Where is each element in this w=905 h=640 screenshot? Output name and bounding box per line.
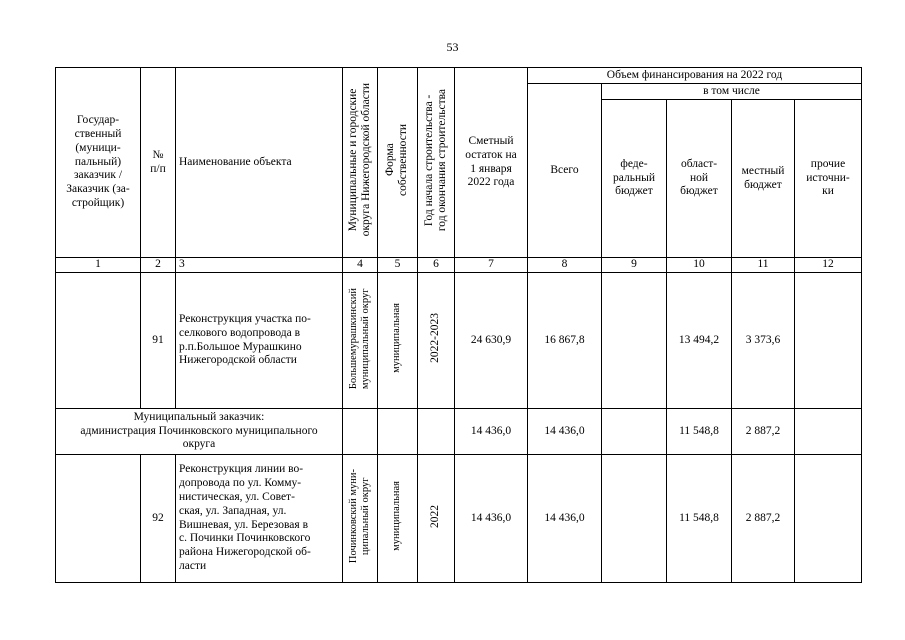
row-municipality-text: Починковский муни- ципальный округ <box>347 469 371 564</box>
column-number: 12 <box>795 258 862 273</box>
column-number: 4 <box>343 258 378 273</box>
page-number: 53 <box>446 40 459 54</box>
customer-federal <box>602 409 667 455</box>
header-years-text: Год начала строительства - год окончания строительства <box>422 89 448 232</box>
header-local: местный бюджет <box>732 100 795 258</box>
customer-regional: 11 548,8 <box>667 409 732 455</box>
row-ownership <box>378 273 418 409</box>
row-years-text: 2022 <box>429 504 442 528</box>
header-number: № п/п <box>141 68 176 258</box>
table-row <box>56 455 862 583</box>
row-federal <box>602 455 667 583</box>
row-other <box>795 455 862 583</box>
header-financing: Объем финансирования на 2022 год <box>528 68 862 84</box>
header-other: прочие источни- ки <box>795 100 862 258</box>
column-number: 6 <box>418 258 455 273</box>
row-balance: 14 436,0 <box>455 455 528 583</box>
header-estimated-balance: Сметный остаток на 1 января 2022 года <box>455 68 528 258</box>
row-municipality-text: Большемурашкинский муниципальный округ <box>347 287 371 389</box>
row-years <box>418 273 455 409</box>
column-number: 9 <box>602 258 667 273</box>
header-total: Всего <box>528 84 602 258</box>
column-number: 2 <box>141 258 176 273</box>
customer-total: 14 436,0 <box>528 409 602 455</box>
row-local: 3 373,6 <box>732 273 795 409</box>
row-number: 91 <box>141 273 176 409</box>
row-years <box>418 455 455 583</box>
financing-table <box>55 67 862 583</box>
row-other <box>795 273 862 409</box>
header-years <box>418 68 455 258</box>
row-number: 92 <box>141 455 176 583</box>
header-municipalities <box>343 68 378 258</box>
row-total: 16 867,8 <box>528 273 602 409</box>
row-balance: 24 630,9 <box>455 273 528 409</box>
customer-empty-cell <box>343 409 378 455</box>
header-customer: Государ- ственный (муници- пальный) заказчик / Заказчик (за- стройщик) <box>56 68 141 258</box>
column-number: 7 <box>455 258 528 273</box>
customer-empty-cell <box>378 409 418 455</box>
customer-empty-cell <box>418 409 455 455</box>
row-federal <box>602 273 667 409</box>
row-object-name: Реконструкция участка по- селкового водопровода в р.п.Большое Мурашкино Нижегородской области <box>176 273 343 409</box>
row-object-name: Реконструкция линии во- допровода по ул. Комму- нистическая, ул. Совет- ская, ул. Западная, ул. Вишневая, ул. Березовая в с. Починки Починковского района Нижегородской об- ласти <box>176 455 343 583</box>
column-number: 10 <box>667 258 732 273</box>
column-number: 3 <box>176 258 343 273</box>
customer-other <box>795 409 862 455</box>
customer-balance: 14 436,0 <box>455 409 528 455</box>
header-municipalities-text: Муниципальные и городские округа Нижегородской области <box>346 83 372 237</box>
column-numbers-row <box>56 258 862 273</box>
customer-label: Муниципальный заказчик: администрация Починковского муниципального округа <box>56 409 343 455</box>
header-federal: феде- ральный бюджет <box>602 100 667 258</box>
column-number: 8 <box>528 258 602 273</box>
row-regional: 11 548,8 <box>667 455 732 583</box>
header-row-1 <box>56 68 862 84</box>
row-municipality <box>343 273 378 409</box>
row-regional: 13 494,2 <box>667 273 732 409</box>
header-ownership-text: Форма собственности <box>384 124 410 197</box>
table-row <box>56 273 862 409</box>
row-ownership-text: муниципальная <box>391 481 403 552</box>
row-municipality <box>343 455 378 583</box>
column-number: 11 <box>732 258 795 273</box>
header-regional: област- ной бюджет <box>667 100 732 258</box>
column-number: 5 <box>378 258 418 273</box>
header-object-name: Наименование объекта <box>176 68 343 258</box>
row-ownership-text: муниципальная <box>391 303 403 374</box>
customer-local: 2 887,2 <box>732 409 795 455</box>
row-years-text: 2022-2023 <box>429 313 442 364</box>
row-total: 14 436,0 <box>528 455 602 583</box>
row-customer-cell <box>56 273 141 409</box>
header-ownership <box>378 68 418 258</box>
row-ownership <box>378 455 418 583</box>
row-local: 2 887,2 <box>732 455 795 583</box>
header-including: в том числе <box>602 84 862 100</box>
column-number: 1 <box>56 258 141 273</box>
customer-row <box>56 409 862 455</box>
row-customer-cell <box>56 455 141 583</box>
